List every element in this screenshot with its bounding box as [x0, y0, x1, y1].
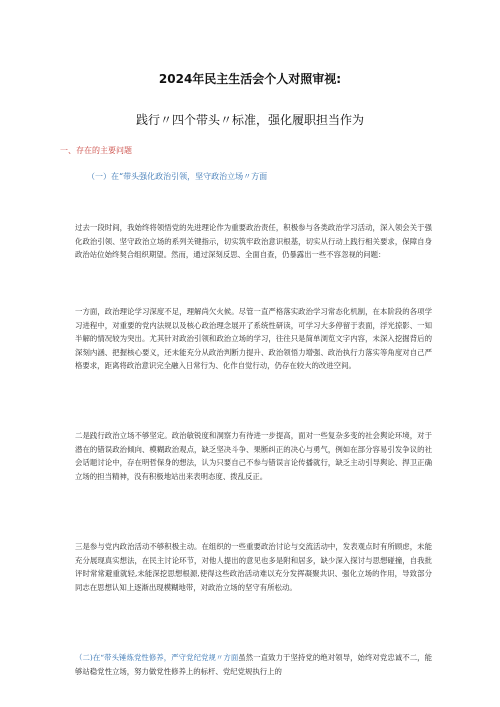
paragraph-intro: 过去一段时间，我始终将领悟党的先进理论作为重要政治责任，积极参与各类政治学习活动，深入领会关于强化政治引领、坚守政治立场的系列关键指示，切实筑牢政治意识根基，切实从行动上践行相关要求，保障自身政治站位始终契合组织期望。然而，通过深刻反思、全面自查，仍暴露出一些不容忽视的问题： — [75, 223, 432, 260]
subsection-heading-political-guidance: （一）在“带头强化政治引领，坚守政治立场〃方面 — [87, 172, 268, 181]
paragraph-point-1: 一方面，政治理论学习深度不足，理解尚欠火候。尽管一直严格落实政治学习常态化机制，在本阶段的各项学习进程中，对重要的党内法规以及核心政治理念展开了系统性研读，可学习大多停留于表面，浮光掠影、一知半解的情况较为突出。尤其针对政治引领和政治立场的学习，往往只是简单浏览文字内容，未深入挖掘背后的深刻内涵、把握核心要义，还未能充分从政治判断力提升、政治领悟力增强、政治执行力落实等角度对自己严格要求，距离将政治意识完全融入日常行为、化作自觉行动，仍存在较大的改进空间。 — [75, 307, 432, 371]
paragraph-point-3: 三是参与党内政治活动不够积极主动。在组织的一些重要政治讨论与交流活动中，发表观点时有所顾虑，未能充分展现真实想法，在民主讨论环节，对他人提出的意见也多是附和居多，缺少深入探讨与思想碰撞，自我批评时常常避重就轻,未能深挖思想根源,使得这些政治活动难以充分发挥凝聚共识、强化立场的作用，导致部分同志在思想认知上逐渐出现模糊地带，对政治立场的坚守有所松动。 — [75, 542, 432, 592]
paragraph-point-2: 二是践行政治立场不够坚定。政治敏锐度和洞察力有待进一步提高，面对一些复杂多变的社会舆论环境，对于潜在的错误政治倾向、模糊政治观点，缺乏坚决斗争、果断纠正的决心与勇气，例如在部分容易引发争议的社会话题讨论中，存在明哲保身的想法，认为只要自己不参与错误言论传播就行，缺乏主动引导舆论、捍卫正确立场的担当精神，没有积极地站出来表明态度、拨乱反正。 — [75, 431, 432, 481]
section-heading-problems: 一、存在的主要问题 — [60, 146, 132, 155]
page-title: 2024年民主生活会个人对照审视: — [158, 72, 342, 86]
paragraph-party-spirit — [75, 651, 432, 678]
page-subtitle: 践行〃四个带头〃标准，强化履职担当作为 — [135, 113, 364, 127]
paragraph-party-spirit-text: 虽然一直致力于坚持党的绝对领导，始终对党忠诚不二，能够站稳党性立场，努力做党性修养上的标杆、党纪党规执行上的 — [75, 653, 432, 676]
subsection-heading-party-spirit: （二)在“带头锤炼党性修养，严守党纪党规〃方面 — [75, 653, 239, 662]
